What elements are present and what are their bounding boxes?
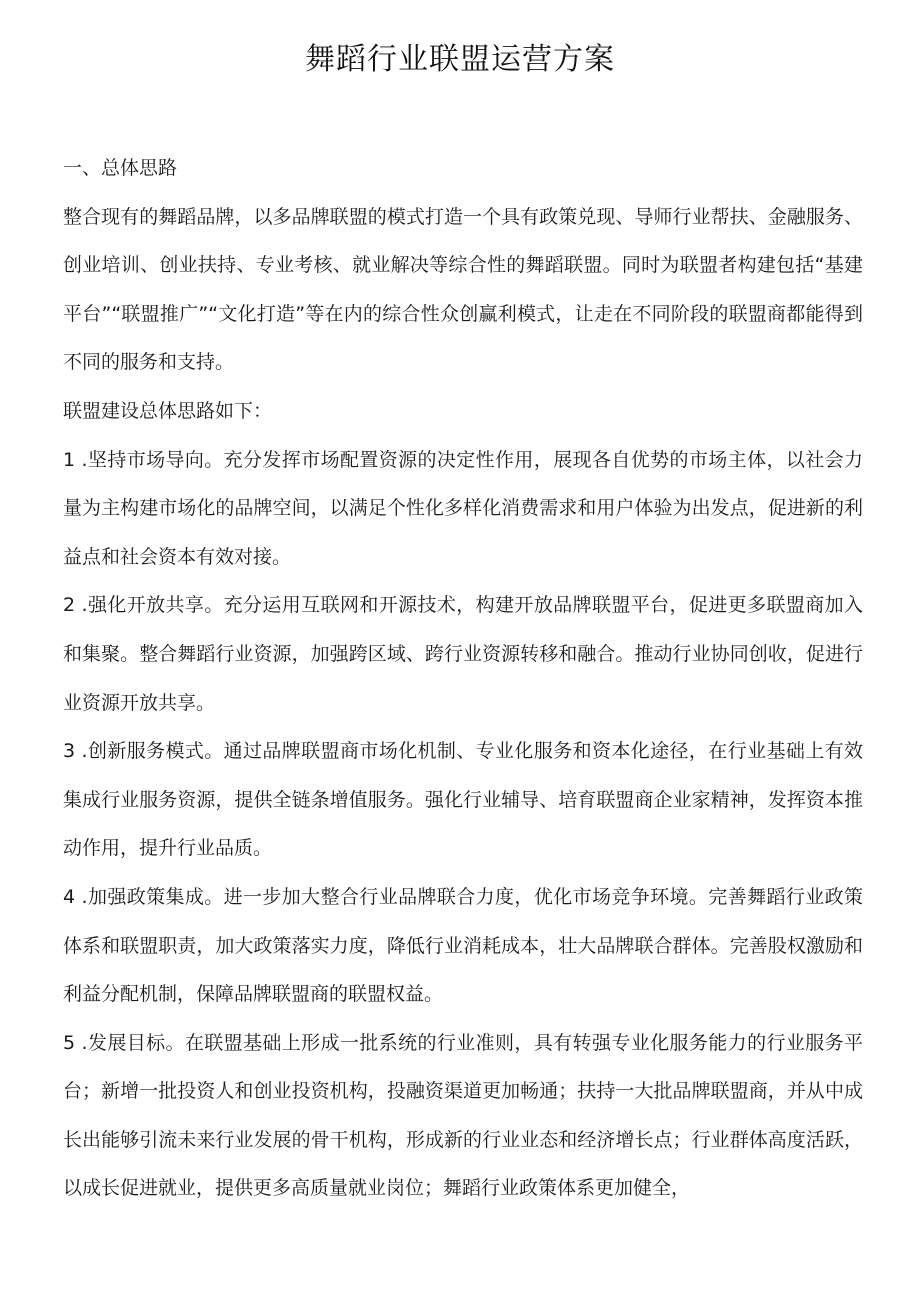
lead-paragraph: 联盟建设总体思路如下：: [63, 399, 273, 422]
list-item-4: 4 .加强政策集成。进一步加大整合行业品牌联合力度，优化市场竞争环境。完善舞蹈行业政策体系和联盟职责，加大政策落实力度，降低行业消耗成本，壮大品牌联合群体。完善股权激励和利益分配机制，保障品牌联盟商的联盟权益。: [63, 885, 863, 1006]
document-title: 舞蹈行业联盟运营方案: [305, 42, 615, 77]
document-body: [63, 144, 863, 1213]
intro-paragraph: 整合现有的舞蹈品牌，以多品牌联盟的模式打造一个具有政策兑现、导师行业帮扶、金融服务、创业培训、创业扶持、专业考核、就业解决等综合性的舞蹈联盟。同时为联盟者构建包括“基建平台”“联盟推广”“文化打造”等在内的综合性众创赢利模式，让走在不同阶段的联盟商都能得到不同的服务和支持。: [63, 205, 863, 374]
list-item-5: 5 .发展目标。在联盟基础上形成一批系统的行业准则，具有转强专业化服务能力的行业服务平台；新增一批投资人和创业投资机构，投融资渠道更加畅通；扶持一大批品牌联盟商，并从中成长出能够引流未来行业发展的骨干机构，形成新的行业业态和经济增长点；行业群体高度活跃，以成长促进就业，提供更多高质量就业岗位；舞蹈行业政策体系更加健全，: [63, 1031, 863, 1200]
list-item-3: 3 .创新服务模式。通过品牌联盟商市场化机制、专业化服务和资本化途径，在行业基础上有效集成行业服务资源，提供全链条增值服务。强化行业辅导、培育联盟商企业家精神，发挥资本推动作用，提升行业品质。: [63, 740, 863, 860]
section-heading: 一、总体思路: [63, 157, 178, 179]
list-item-1: 1 .坚持市场导向。充分发挥市场配置资源的决定性作用，展现各自优势的市场主体，以社会力量为主构建市场化的品牌空间，以满足个性化多样化消费需求和用户体验为出发点，促进新的利益点和社会资本有效对接。: [63, 448, 863, 568]
list-item-2: 2 .强化开放共享。充分运用互联网和开源技术，构建开放品牌联盟平台，促进更多联盟商加入和集聚。整合舞蹈行业资源，加强跨区域、跨行业资源转移和融合。推动行业协同创收，促进行业资源开放共享。: [63, 594, 863, 714]
